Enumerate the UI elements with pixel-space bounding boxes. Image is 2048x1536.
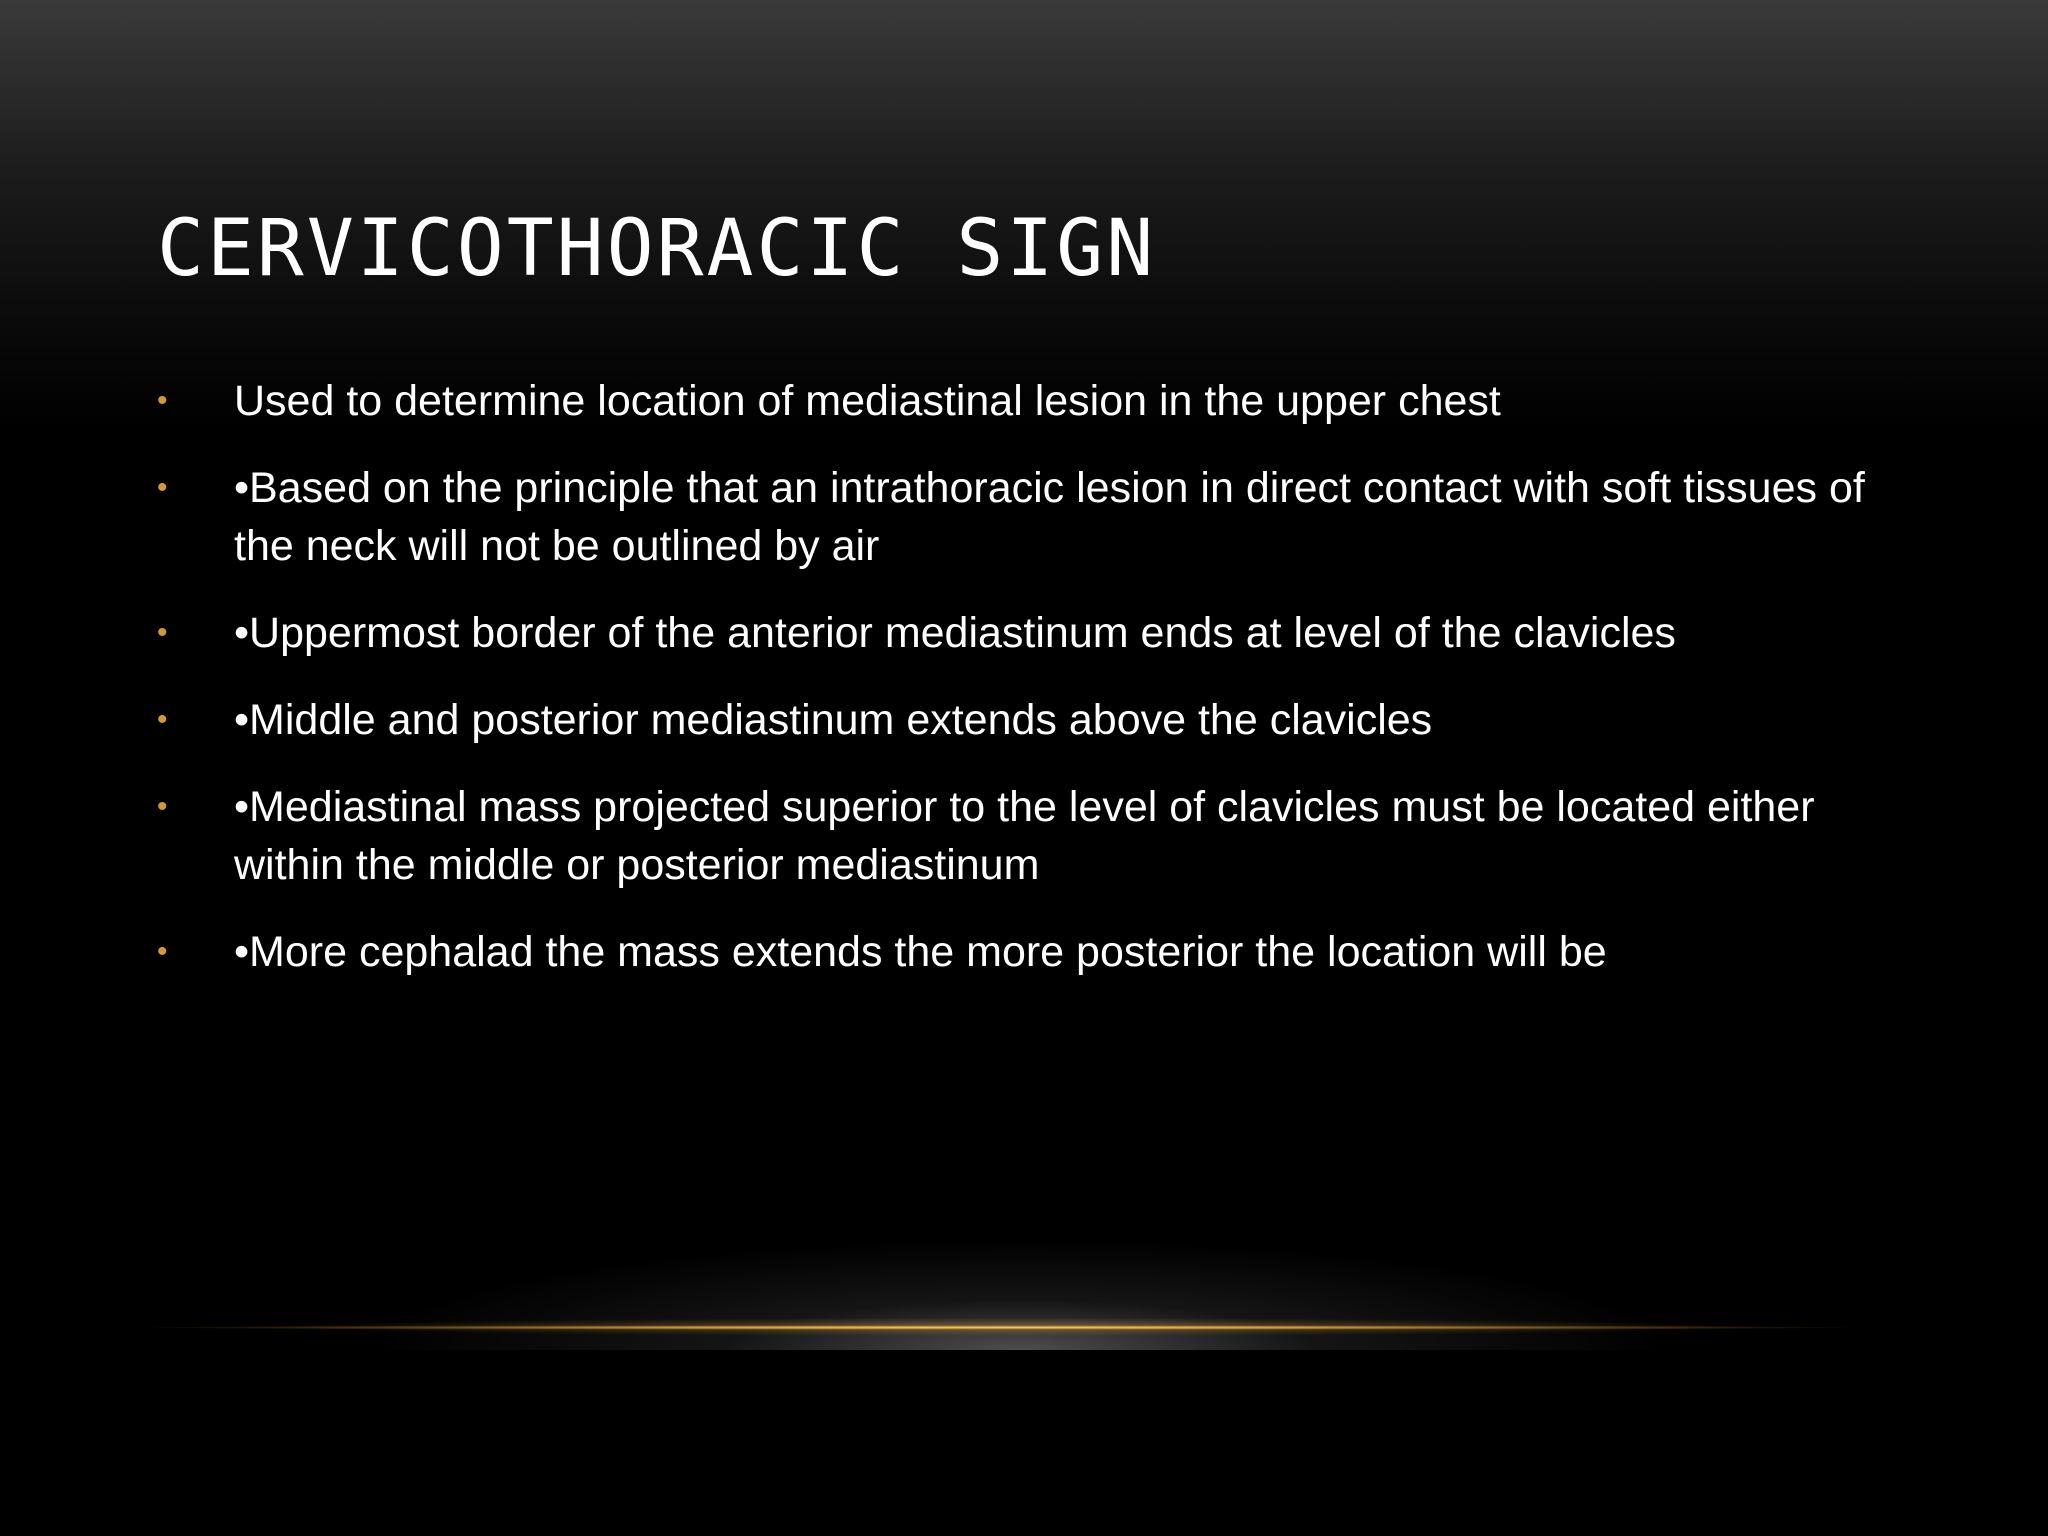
horizon-line — [140, 1325, 1860, 1330]
bullet-marker: • — [157, 790, 168, 823]
bullet-item — [157, 691, 1877, 749]
bullet-list — [157, 372, 1877, 1010]
bullet-text: •Uppermost border of the anterior mediastinum ends at level of the clavicles — [234, 609, 1676, 657]
bullet-marker: • — [157, 703, 168, 736]
bullet-marker: • — [157, 384, 168, 417]
bullet-marker: • — [157, 471, 168, 504]
bullet-text: •Middle and posterior mediastinum extends above the clavicles — [234, 696, 1433, 744]
bullet-item — [157, 372, 1877, 430]
bullet-marker: • — [157, 935, 168, 968]
bullet-marker: • — [157, 616, 168, 649]
bullet-text: •Mediastinal mass projected superior to the level of clavicles must be located either within the middle or posterior mediastinum — [234, 783, 1815, 889]
bullet-text: •Based on the principle that an intrathoracic lesion in direct contact with soft tissues of the neck will not be outlined by air — [234, 464, 1865, 570]
bullet-item — [157, 459, 1877, 575]
spotlight-glow — [370, 1130, 1670, 1350]
bullet-item — [157, 778, 1877, 894]
slide-title: CERVICOTHORACIC SIGN — [157, 204, 1157, 294]
bullet-item — [157, 604, 1877, 662]
bullet-text: Used to determine location of mediastinal lesion in the upper chest — [234, 377, 1501, 425]
bullet-text: •More cephalad the mass extends the more posterior the location will be — [234, 928, 1607, 976]
bullet-item — [157, 923, 1877, 981]
